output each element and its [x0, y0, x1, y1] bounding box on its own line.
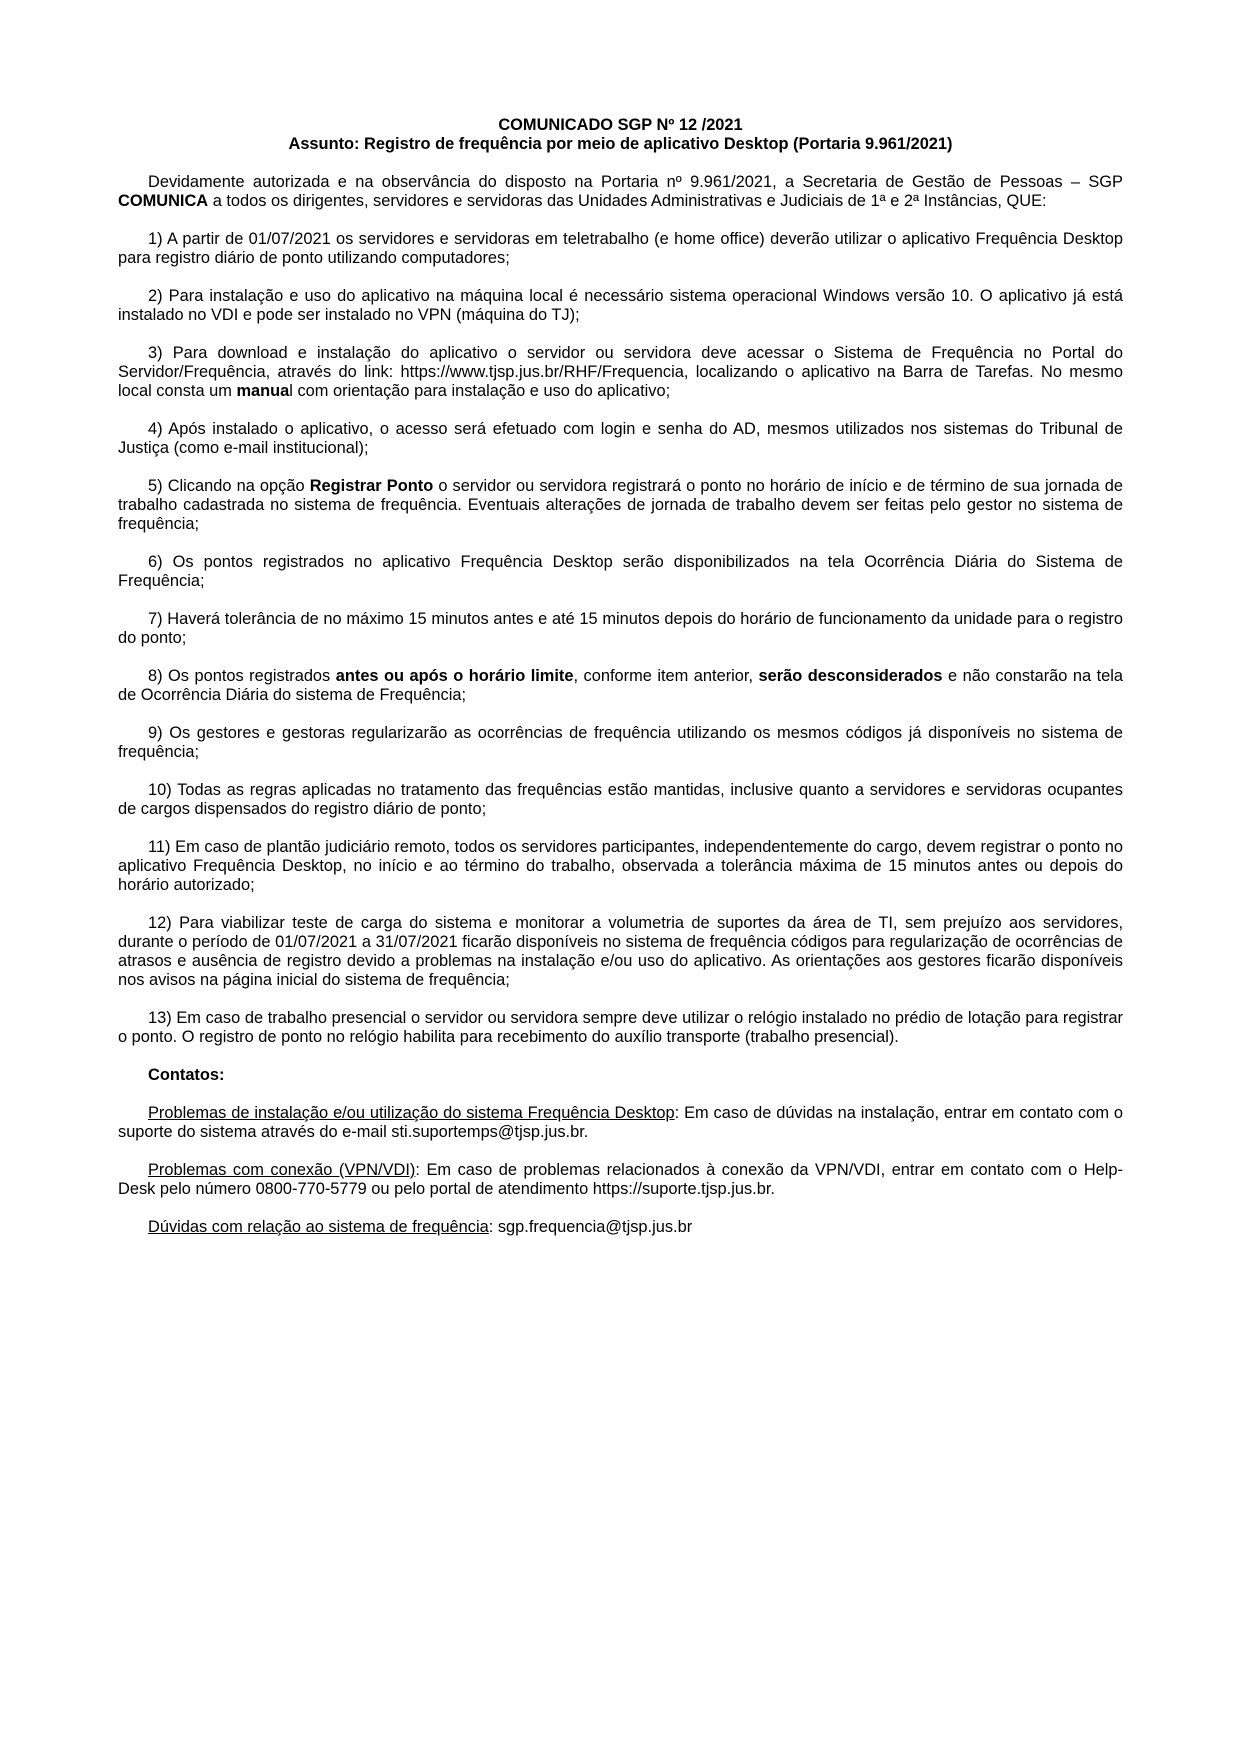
item-7: 7) Haverá tolerância de no máximo 15 minutos antes e até 15 minutos depois do horário de funcionamento da unidade para o registro do ponto; [118, 610, 1123, 647]
item-2: 2) Para instalação e uso do aplicativo na máquina local é necessário sistema operacional Windows versão 10. O aplicativo já está instalado no VDI e pode ser instalado no VPN (máquina do TJ); [118, 287, 1123, 324]
contacts-heading: Contatos: [148, 1066, 225, 1084]
item-12: 12) Para viabilizar teste de carga do sistema e monitorar a volumetria de suportes da área de TI, sem prejuízo aos servidores, durante o período de 01/07/2021 a 31/07/2021 ficarão disponíveis no sistema de frequência códigos para regularização de ocorrências de atrasos e ausência de registro devido a problemas na instalação e/ou uso do aplicativo. As orientações aos gestores ficarão disponíveis nos avisos na página inicial do sistema de frequência; [118, 914, 1123, 989]
item-6: 6) Os pontos registrados no aplicativo Frequência Desktop serão disponibilizados na tela Ocorrência Diária do Sistema de Frequência; [118, 553, 1123, 590]
contact-frequency: Dúvidas com relação ao sistema de frequência: sgp.frequencia@tjsp.jus.br [148, 1218, 693, 1236]
item-9: 9) Os gestores e gestoras regularizarão as ocorrências de frequência utilizando os mesmos códigos já disponíveis no sistema de frequência; [118, 724, 1123, 761]
intro-bold: COMUNICA [118, 192, 209, 210]
document-subject: Assunto: Registro de frequência por meio de aplicativo Desktop (Portaria 9.961/2021) [288, 135, 953, 153]
contact-frequency-label: Dúvidas com relação ao sistema de frequência [148, 1218, 489, 1236]
item-3: 3) Para download e instalação do aplicativo o servidor ou servidora deve acessar o Sistema de Frequência no Portal do Servidor/Frequência, através do link: https://www.tjsp.jus.br/RHF/Frequencia, localizando o aplicativo na Barra de Tarefas. No mesmo local consta um manual com orientação para instalação e uso do aplicativo; [118, 344, 1123, 400]
item-11: 11) Em caso de plantão judiciário remoto, todos os servidores participantes, independentemente do cargo, devem registrar o ponto no aplicativo Frequência Desktop, no início e ao término do trabalho, observada a tolerância máxima de 15 minutos antes ou depois do horário autorizado; [118, 838, 1123, 894]
document-header [118, 116, 1123, 154]
intro-paragraph: Devidamente autorizada e na observância do disposto na Portaria nº 9.961/2021, a Secretaria de Gestão de Pessoas – SGP COMUNICA a todos os dirigentes, servidores e servidoras das Unidades Administrativas e Judiciais de 1ª e 2ª Instâncias, QUE: [118, 173, 1123, 210]
document-title: COMUNICADO SGP Nº 12 /2021 [498, 116, 743, 134]
item-4: 4) Após instalado o aplicativo, o acesso será efetuado com login e senha do AD, mesmos utilizados nos sistemas do Tribunal de Justiça (como e-mail institucional); [118, 420, 1123, 457]
item-1: 1) A partir de 01/07/2021 os servidores e servidoras em teletrabalho (e home office) deverão utilizar o aplicativo Frequência Desktop para registro diário de ponto utilizando computadores; [118, 230, 1123, 267]
contact-install: Problemas de instalação e/ou utilização do sistema Frequência Desktop: Em caso de dúvidas na instalação, entrar em contato com o suporte do sistema através do e-mail sti.suportemps@tjsp.jus.br. [118, 1104, 1123, 1141]
item-8: 8) Os pontos registrados antes ou após o horário limite, conforme item anterior, serão desconsiderados e não constarão na tela de Ocorrência Diária do sistema de Frequência; [118, 667, 1124, 704]
item-10: 10) Todas as regras aplicadas no tratamento das frequências estão mantidas, inclusive quanto a servidores e servidoras ocupantes de cargos dispensados do registro diário de ponto; [118, 781, 1123, 818]
item-13: 13) Em caso de trabalho presencial o servidor ou servidora sempre deve utilizar o relógio instalado no prédio de lotação para registrar o ponto. O registro de ponto no relógio habilita para recebimento do auxílio transporte (trabalho presencial). [118, 1009, 1123, 1046]
contact-connection: Problemas com conexão (VPN/VDI): Em caso de problemas relacionados à conexão da VPN/VDI, entrar em contato com o Help-Desk pelo número 0800-770-5779 ou pelo portal de atendimento https://suporte.tjsp.jus.br. [118, 1161, 1123, 1198]
contact-connection-label: Problemas com conexão (VPN/VDI) [148, 1161, 416, 1179]
contact-install-label: Problemas de instalação e/ou utilização do sistema Frequência Desktop [148, 1104, 675, 1122]
item-5: 5) Clicando na opção Registrar Ponto o servidor ou servidora registrará o ponto no horário de início e de término de sua jornada de trabalho cadastrada no sistema de frequência. Eventuais alterações de jornada de trabalho devem ser feitas pelo gestor no sistema de frequência; [118, 477, 1123, 533]
document-page [118, 116, 1123, 1256]
